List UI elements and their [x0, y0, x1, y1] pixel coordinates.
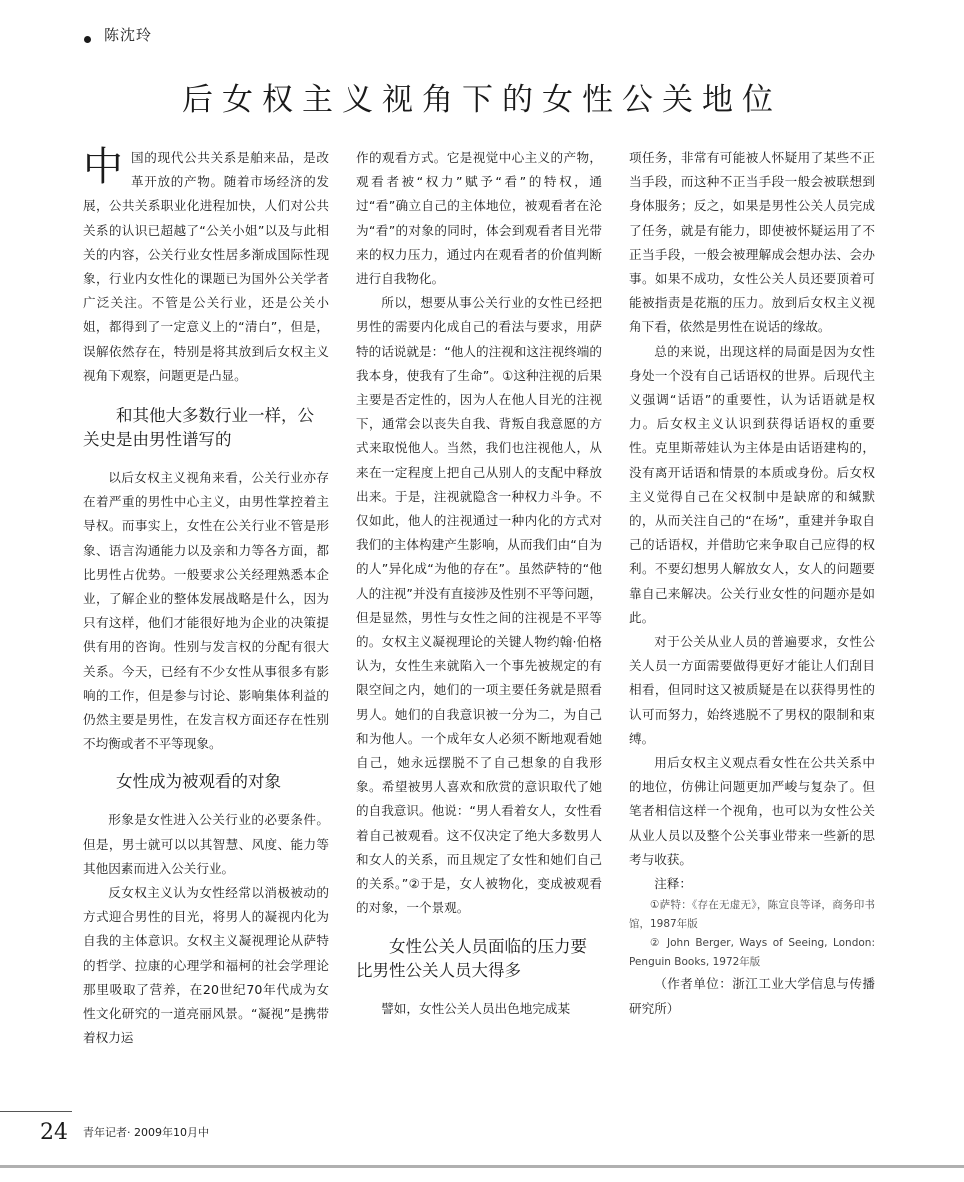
column-1 [83, 146, 329, 1051]
footnote: ② John Berger, Ways of Seeing, London: Penguin Books, 1972年版 [629, 937, 875, 969]
section-heading: 女性公关人员面临的压力要比男性公关人员大得多 [356, 936, 587, 980]
footer-rule [0, 1111, 72, 1112]
footnote: ①萨特：《存在无虚无》，陈宣良等译，商务印书馆，1987年版 [629, 899, 875, 931]
paragraph: 作的观看方式。它是视觉中心主义的产物，观看者被“权力”赋予“看”的特权，通过“看”确立自己的主体地位，被观看者在沦为“看”的对象的同时，体会到观看者目光带来的权力压力，通过内在观看者的价值判断进行自我物化。 [356, 150, 602, 287]
section-heading: 女性成为被观看的对象 [116, 772, 281, 792]
notes-label: 注释： [654, 876, 692, 892]
footnotes [629, 896, 875, 972]
section-heading: 和其他大多数行业一样，公关史是由男性谱写的 [83, 406, 314, 450]
drop-cap: 中 [83, 144, 123, 190]
author-affiliation: （作者单位：浙江工业大学信息与传播研究所） [629, 976, 875, 1016]
bullet-icon [84, 36, 91, 43]
paragraph: 形象是女性进入公关行业的必要条件。但是，男士就可以以其智慧、风度、能力等其他因素而进入公关行业。 [83, 812, 329, 876]
paragraph: 对于公关从业人员的普遍要求，女性公关人员一方面需要做得更好才能让人们刮目相看，但同时这又被质疑是在以获得男性的认可而努力，始终逃脱不了男权的限制和束缚。 [629, 634, 875, 746]
paragraph: 总的来说，出现这样的局面是因为女性身处一个没有自己话语权的世界。后现代主义强调“话语”的重要性，认为话语就是权力。后女权主义认识到获得话语权的重要性。克里斯蒂娃认为主体是由话语建构的，没有离开话语和情景的本质或身份。后女权主义觉得自己在父权制中是缺席的和缄默的，从而关注自己的“在场”，重建并争取自己的话语权，并借助它来争取自己应得的权利。不要幻想男人解放女人，女人的问题要靠自己来解决。公关行业女性的问题亦是如此。 [629, 343, 875, 625]
article-title: 后女权主义视角下的女性公关地位 [182, 82, 782, 118]
paragraph: 所以，想要从事公关行业的女性已经把男性的需要内化成自己的看法与要求，用萨特的话说就是：“他人的注视和这注视终端的我本身，使我有了生命”。①这种注视的后果主要是否定性的，因为人在他人目光的注视下，通常会以丧失自我、背叛自我意愿的方式来取悦他人。当然，我们也注视他人，从来在一定程度上把自己从别人的支配中释放出来。于是，注视就隐含一种权力斗争。不仅如此，他人的注视通过一种内化的方式对我们的主体构建产生影响，从而我们由“自为的人”异化成“为他的存在”。虽然萨特的“他人的注视”并没有直接涉及性别不平等问题，但是显然，男性与女性之间的注视是不平等的。女权主义凝视理论的关键人物约翰·伯格认为，女性生来就陷入一个事先被规定的有限空间之内，她们的一项主要任务就是照看男人。她们的自我意识被一分为二，为自己和为他人。一个成年女人必须不断地观看她自己，她永远摆脱不了自己想象的自我形象。希望被男人喜欢和欣赏的意识取代了她的自我意识。他说：“男人看着女人，女性看着自己被观看。这不仅决定了绝大多数男人和女人的关系，而且规定了女性和她们自己的关系。”②于是，女人被物化，变成被观看的对象，一个景观。 [356, 295, 602, 916]
author-name: 陈沈玲 [104, 26, 153, 44]
paragraph: 以后女权主义视角来看，公关行业亦存在着严重的男性中心主义，由男性掌控着主导权。而事实上，女性在公关行业不管是形象、语言沟通能力以及亲和力等各方面，都比男性占优势。一般要求公关经理熟悉本企业，了解企业的整体发展战略是什么，因为只有这样，他们才能很好地为企业的决策提供有用的咨询。性别与发言权的分配有很大关系。今天，已经有不少女性从事很多有影响的工作，但是参与讨论、影响集体利益的仍然主要是男性，在发言权方面还存在性别不均衡或者不平等现象。 [83, 470, 329, 752]
paragraph: 项任务，非常有可能被人怀疑用了某些不正当手段，而这种不正当手段一般会被联想到身体服务；反之，如果是男性公关人员完成了任务，就是有能力，即使被怀疑运用了不正当手段，一般会被理解成会想办法、会办事。如果不成功，女性公关人员还要顶着可能被指责是花瓶的压力。放到后女权主义视角下看，依然是男性在说话的缘故。 [629, 150, 875, 335]
paragraph: 反女权主义认为女性经常以消极被动的方式迎合男性的目光，将男人的凝视内化为自我的主体意识。女权主义凝视理论从萨特的哲学、拉康的心理学和福柯的社会学理论那里吸取了营养，在20世纪70年代成为女性文化研究的一道亮丽风景。“凝视”是携带着权力运 [83, 885, 329, 1046]
journal-info: 青年记者· 2009年10月中 [83, 1126, 209, 1139]
paragraph: 譬如，女性公关人员出色地完成某 [381, 1000, 571, 1016]
paragraph: 用后女权主义观点看女性在公共关系中的地位，仿佛让问题更加严峻与复杂了。但笔者相信这样一个视角，也可以为女性公关从业人员以及整个公关事业带来一些新的思考与收获。 [629, 755, 875, 867]
paragraph [83, 146, 329, 388]
page-number: 24 [40, 1120, 68, 1145]
column-2 [356, 146, 602, 1021]
column-3 [629, 146, 875, 1021]
paragraph-text: 国的现代公共关系是舶来品，是改革开放的产物。随着市场经济的发展，公共关系职业化进程加快，人们对公共关系的认识已超越了“公关小姐”以及与此相关的内容，公关行业女性居多渐成国际性现象，行业内女性化的课题已为国外公关学者广泛关注。不管是公关行业，还是公关小姐，都得到了一定意义上的“清白”，但是，误解依然存在，特别是将其放到后女权主义视角下观察，问题更是凸显。 [83, 150, 329, 383]
bottom-divider [0, 1165, 964, 1168]
